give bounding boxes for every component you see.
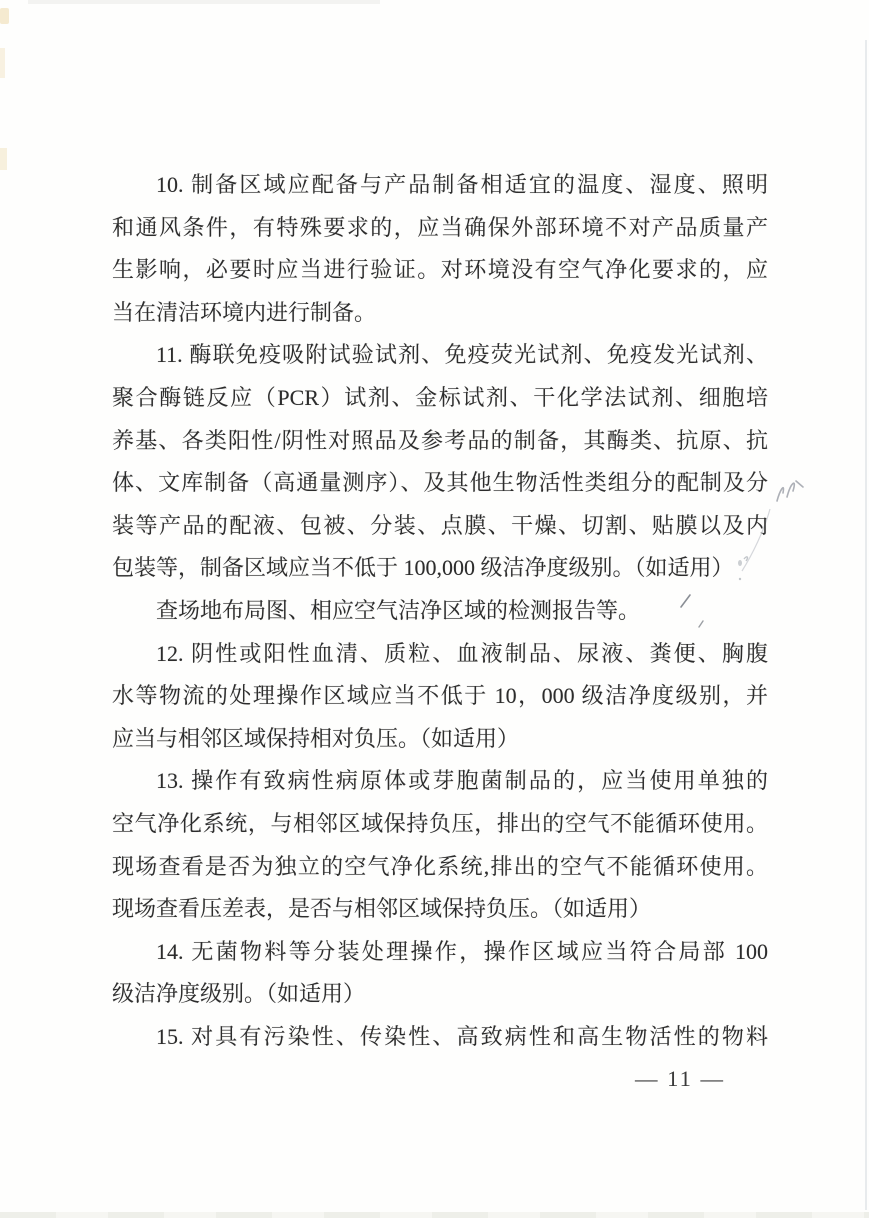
- text-line: 12. 阴性或阳性血清、质粒、血液制品、尿液、粪便、胸腹: [156, 640, 768, 666]
- paragraph-item-14: [112, 931, 768, 1016]
- text-line: 现场查看压差表，是否与相邻区域保持负压。（如适用）: [112, 896, 652, 922]
- text-line: 13. 操作有致病性病原体或芽胞菌制品的，应当使用单独的: [156, 768, 768, 794]
- scan-bottom-edge: [0, 1212, 869, 1218]
- scan-speck: [0, 48, 5, 78]
- pencil-scribble-mark: [770, 470, 816, 510]
- text-line: 级洁净度级别。（如适用）: [112, 981, 366, 1007]
- text-line: 体、文库制备（高通量测序）、及其他生物活性类组分的配制及分: [112, 470, 768, 496]
- text-line: 水等物流的处理操作区域应当不低于 10，000 级洁净度级别，并: [112, 683, 768, 709]
- text-line: 空气净化系统，与相邻区域保持负压，排出的空气不能循环使用。: [112, 810, 768, 836]
- text-line: 生影响，必要时应当进行验证。对环境没有空气净化要求的，应: [112, 257, 768, 283]
- text-line: 11. 酶联免疫吸附试验试剂、免疫荧光试剂、免疫发光试剂、: [156, 342, 768, 368]
- text-line: 现场查看是否为独立的空气净化系统,排出的空气不能循环使用。: [112, 853, 768, 879]
- document-text-block: [112, 164, 768, 1058]
- paragraph-item-10: [112, 164, 768, 334]
- text-line: 查场地布局图、相应空气洁净区域的检测报告等。: [156, 597, 641, 623]
- text-line: 和通风条件，有特殊要求的，应当确保外部环境不对产品质量产: [112, 214, 768, 240]
- page-number: — 11 —: [635, 1066, 725, 1091]
- scan-right-edge: [865, 40, 867, 1210]
- text-line: 应当与相邻区域保持相对负压。（如适用）: [112, 725, 520, 751]
- scan-speck: [0, 148, 7, 170]
- text-line: 包装等，制备区域应当不低于 100,000 级洁净度级别。（如适用）: [112, 555, 734, 581]
- paragraph-item-12: [112, 633, 768, 761]
- text-line: 15. 对具有污染性、传染性、高致病性和高生物活性的物料: [156, 1023, 768, 1049]
- scan-top-edge: [28, 0, 380, 4]
- text-line: 14. 无菌物料等分装处理操作，操作区域应当符合局部 100: [156, 938, 768, 964]
- paragraph-inspection-note: [112, 590, 768, 633]
- text-line: 养基、各类阳性/阴性对照品及参考品的制备，其酶类、抗原、抗: [112, 427, 768, 453]
- paragraph-item-11: [112, 334, 768, 590]
- paragraph-item-15: [112, 1016, 768, 1059]
- text-line: 装等产品的配液、包被、分装、点膜、干燥、切割、贴膜以及内: [112, 512, 768, 538]
- text-line: 当在清洁环境内进行制备。: [112, 299, 377, 325]
- text-line: 聚合酶链反应（PCR）试剂、金标试剂、干化学法试剂、细胞培: [112, 384, 768, 410]
- scan-speck: [0, 8, 9, 24]
- paragraph-item-13: [112, 760, 768, 930]
- text-line: 10. 制备区域应配备与产品制备相适宜的温度、湿度、照明: [156, 172, 768, 197]
